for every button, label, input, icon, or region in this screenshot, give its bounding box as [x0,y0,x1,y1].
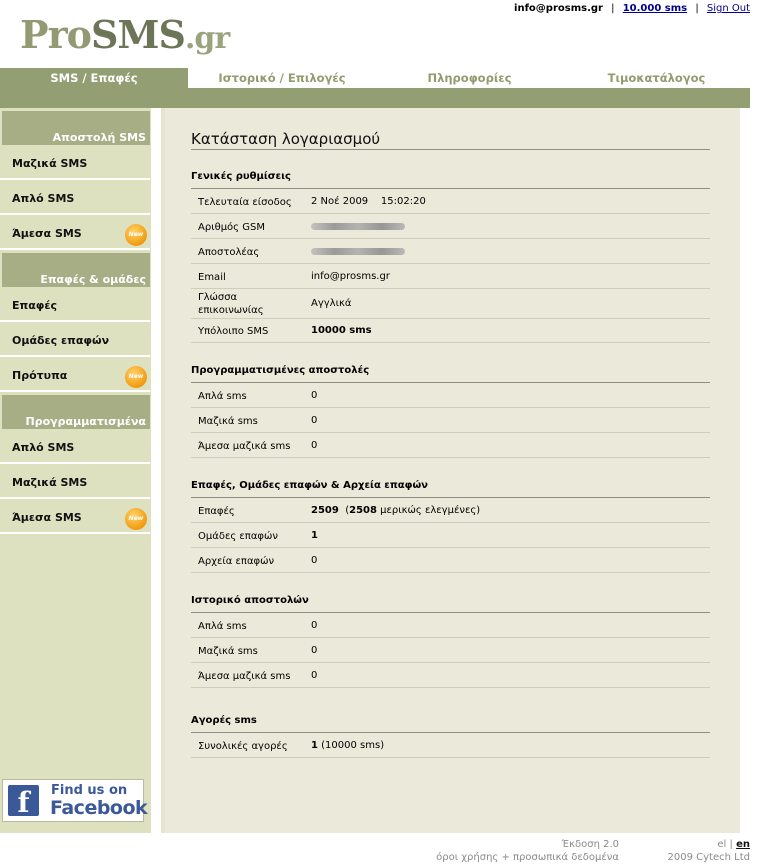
new-badge-icon: New [125,508,147,530]
new-badge-icon: New [125,366,147,388]
sidebar-item-scheduled-simple-sms[interactable] [0,431,150,464]
tab-history-options[interactable]: Ιστορικό / Επιλογές [218,71,346,85]
account-bar [514,3,750,14]
contacts-count: 2509 [311,505,339,516]
sidebar-item-label: Άμεσα SMS [12,227,82,240]
sidebar-item-bulk-sms[interactable] [0,147,150,180]
divider [191,457,710,458]
sidebar-item-label: Απλό SMS [12,441,75,454]
sidebar-item-label: Μαζικά SMS [12,157,88,170]
sidebar-header-send-sms: Αποστολή SMS [2,111,150,145]
email-value: info@prosms.gr [311,271,390,282]
section-title-scheduled: Προγραμματισμένες αποστολές [191,365,370,376]
sms-balance-link[interactable]: 10.000 sms [622,3,688,14]
divider [191,637,710,638]
facebook-line1: Find us on [51,783,128,798]
groups-value: 1 [311,530,318,541]
separator: | [611,3,615,14]
history-bulk-label: Μαζικά sms [198,646,258,657]
scheduled-instant-value: 0 [311,440,318,451]
facebook-button[interactable] [2,779,148,822]
sidebar-item-contact-groups[interactable] [0,324,150,357]
total-purchases-count: 1 [311,740,318,751]
sidebar [0,108,151,833]
sidebar-item-instant-sms[interactable] [0,217,150,250]
footer-left [436,839,619,863]
site-logo[interactable] [20,12,229,62]
page-title: Κατάσταση λογαριασμού [191,130,381,148]
divider [191,213,710,214]
email-label: Email [198,272,226,283]
language-label-line1: Γλώσσα [198,292,238,303]
terms-link[interactable]: όροι χρήσης + προσωπικά δεδομένα [436,852,619,863]
language-value: Αγγλικά [311,298,352,309]
last-login-value: 2 Νοέ 2009 15:02:20 [311,196,426,207]
contacts-label: Επαφές [198,506,235,517]
history-simple-value: 0 [311,620,318,631]
divider [191,382,710,383]
divider [191,432,710,433]
main-nav [0,68,750,88]
contacts-paren: ( [345,505,350,516]
sidebar-header-contacts-groups: Επαφές & ομάδες [2,253,150,287]
copyright-text: 2009 Cytech Ltd [667,852,750,863]
gsm-value-redacted [311,223,405,230]
divider [191,687,710,688]
sidebar-item-label: Επαφές [12,299,58,312]
balance-value: 10000 sms [311,325,372,336]
facebook-icon: f [8,785,39,816]
sidebar-item-scheduled-bulk-sms[interactable] [0,466,150,499]
divider [191,757,710,758]
history-instant-value: 0 [311,670,318,681]
divider [191,547,710,548]
scheduled-bulk-value: 0 [311,415,318,426]
history-instant-label: Άμεσα μαζικά sms [198,671,291,682]
divider [191,407,710,408]
history-bulk-value: 0 [311,645,318,656]
divider [191,342,710,343]
contacts-value [311,505,480,516]
contact-files-label: Αρχεία επαφών [198,556,275,567]
sidebar-item-label: Μαζικά SMS [12,476,88,489]
tab-sms-contacts[interactable]: SMS / Επαφές [0,68,188,88]
sign-out-link[interactable]: Sign Out [706,3,750,14]
divider [191,149,710,150]
section-title-history: Ιστορικό αποστολών [191,595,309,606]
total-purchases-note: (10000 sms) [321,740,385,751]
new-badge-icon: New [125,224,147,246]
logo-gr: .gr [184,21,230,56]
contact-files-value: 0 [311,555,318,566]
lang-el-link[interactable]: el [717,839,727,850]
divider [191,572,710,573]
last-login-label: Τελευταία είσοδος [198,197,292,208]
sidebar-item-simple-sms[interactable] [0,182,150,215]
sender-label: Αποστολέας [198,247,260,258]
divider [191,318,710,319]
sidebar-item-label: Ομάδες επαφών [12,334,110,347]
lang-en-link[interactable]: en [736,839,750,850]
lang-separator: | [729,839,733,850]
total-purchases-label: Συνολικές αγορές [198,741,288,752]
sidebar-item-label: Απλό SMS [12,192,75,205]
sidebar-header-scheduled: Προγραμματισμένα [2,395,150,429]
contacts-checked-note: μερικώς ελεγμένες) [380,505,481,516]
tab-information[interactable]: Πληροφορίες [427,71,512,85]
tab-pricelist[interactable]: Τιμοκατάλογος [607,71,706,85]
scheduled-simple-label: Απλά sms [198,391,247,402]
language-label-line2: επικοινωνίας [198,305,264,316]
version-text: Έκδοση 2.0 [561,839,619,850]
sidebar-item-label: Πρότυπα [12,369,68,382]
groups-label: Ομάδες επαφών [198,531,278,542]
divider [191,238,710,239]
scheduled-simple-value: 0 [311,390,318,401]
divider [191,497,710,498]
total-purchases-value [311,740,384,751]
logo-sms: SMS [90,12,185,57]
gsm-label: Αριθμός GSM [198,222,265,233]
footer-right [668,839,750,863]
sidebar-item-templates[interactable] [0,359,150,392]
divider [191,263,710,264]
divider [191,732,710,733]
divider [191,522,710,523]
section-title-general: Γενικές ρυθμίσεις [191,171,291,182]
sidebar-item-label: Άμεσα SMS [12,511,82,524]
facebook-line2: Facebook [50,797,148,819]
separator: | [695,3,699,14]
scheduled-bulk-label: Μαζικά sms [198,416,258,427]
divider [191,188,710,189]
sidebar-item-scheduled-instant-sms[interactable] [0,501,150,534]
nav-subbar [0,88,750,108]
sender-value-redacted [311,248,405,255]
content-rail [161,108,165,833]
contacts-checked-count: 2508 [349,505,377,516]
scheduled-instant-label: Άμεσα μαζικά sms [198,441,291,452]
section-title-purchases: Αγορές sms [191,715,257,726]
main-content [161,108,740,833]
divider [191,662,710,663]
divider [191,288,710,289]
history-simple-label: Απλά sms [198,621,247,632]
section-title-contacts: Επαφές, Ομάδες επαφών & Αρχεία επαφών [191,480,428,491]
sidebar-item-contacts[interactable] [0,289,150,322]
logo-pro: Pro [20,12,91,57]
account-email: info@prosms.gr [514,3,603,14]
divider [191,612,710,613]
balance-label: Υπόλοιπο SMS [198,326,269,337]
language-label [198,291,264,317]
